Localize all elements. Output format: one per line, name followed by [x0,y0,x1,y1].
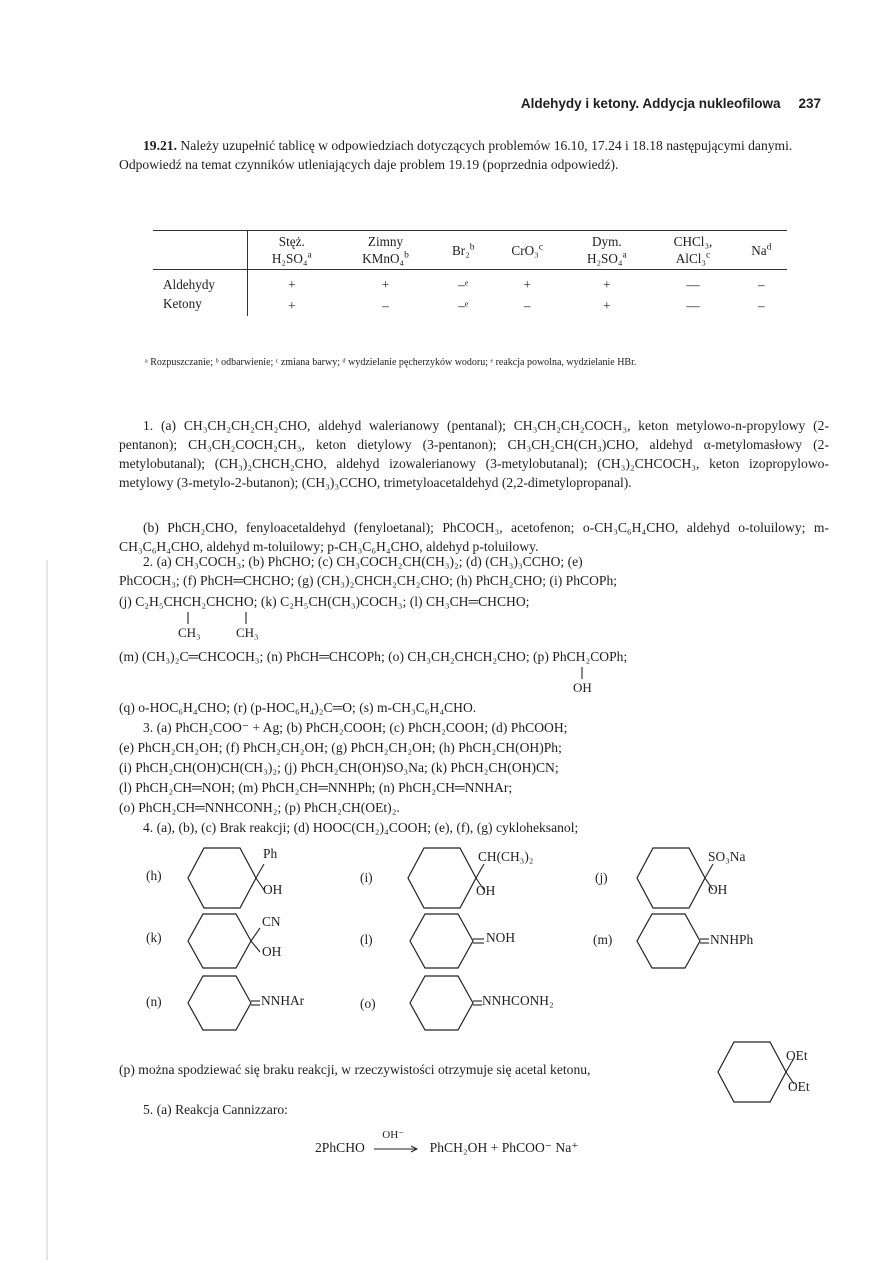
answer-2-line1: 2. (a) CH₃COCH₃; (b) PhCHO; (c) CH₃COCH₂CH(CH₃)₂; (d) (CH₃)₃CCHO; (e) [143,554,583,569]
table-cell: – [758,297,765,313]
substituent-ch3-2: CH₃ [236,625,259,640]
answer-3-line3: (i) PhCH₂CH(OH)CH(CH₃)₂; (j) PhCH₂CH(OH)SO₃Na; (k) PhCH₂CH(OH)CN; [119,760,559,775]
sub-top-j: SO₃Na [708,849,746,864]
label-i: (i) [360,870,373,885]
sub-bottom-k: OH [262,944,282,959]
answer-3-line1: 3. (a) PhCH₂COO⁻ + Ag; (b) PhCH₂COOH; (c) PhCH₂COOH; (d) PhCOOH; [143,720,568,735]
answer-1a: 1. (a) CH₃CH₂CH₂CH₂CHO, aldehyd walerianowy (pentanal); CH₃CH₂CH₂COCH₃, keton metylowo-n-propylowy (2-pentanon); CH₃CH₂COCH₂CH₃, keton dietylowy (3-pentanon); CH₃CH₂CH(CH₃)CHO, aldehyd α-metylomasłowy (2-metylobutanal); (CH₃)₂CHCH₂CHO, aldehyd izowalerianowy (3-metylobutanal); (CH₃)₂CHCOCH₃, keton izopropylowo-metylowy (3-metylo-2-butanon); (CH₃)₃CCHO, trimetyloacetaldehyd (2,2-dimetylopropanal). [119,418,829,490]
reaction-arrow [374,1129,420,1156]
cyclohexane-ring-h [188,846,260,910]
scan-gutter-shadow [46,560,48,1260]
eq-catalyst: OH⁻ [382,1129,404,1141]
label-j: (j) [595,870,608,885]
label-o: (o) [360,996,376,1011]
table-header: Na$^d$ [736,231,787,270]
table-cell: + [603,277,611,292]
answer-2-line5: (q) o-HOC₆H₄CHO; (r) (p-HOC₆H₄)₂C═O; (s) m-CH₃C₆H₄CHO. [119,700,477,715]
answer-3-line2: (e) PhCH₂CH₂OH; (f) PhCH₂CH₂OH; (g) PhCH₂CH₂OH; (h) PhCH₂CH(OH)Ph; [119,740,562,755]
table-cell: – [758,277,765,292]
cyclohexane-ring-j [637,846,709,910]
table-cell: — [686,297,700,313]
problem-body: Należy uzupełnić tablicę w odpowiedziach dotyczących problemów 16.10, 17.24 i 18.18 następującymi danymi. Odpowiedź na temat czynników utleniających daje problem 19.19 (poprzednia odpowiedź). [119,138,793,172]
sub-side-n: NNHAr [261,993,305,1008]
table-cell: – [523,297,531,313]
problem-number: 19.21. [143,138,177,153]
sub-top-p: OEt [786,1048,808,1063]
answer-4-line1: 4. (a), (b), (c) Brak reakcji; (d) HOOC(CH₂)₄COOH; (e), (f), (g) cykloheksanol; [143,820,579,835]
cyclohexane-ring-k [188,912,260,970]
sub-side-o: NNHCONH₂ [482,993,554,1008]
table-cell: –ᵉ [458,277,469,292]
table-cell: — [686,277,700,292]
sub-bottom-i: OH [476,883,496,898]
branch-bonds-j [185,612,265,626]
table-cell: + [381,277,390,292]
sub-top-h: Ph [263,846,278,861]
table-cell: + [523,277,531,292]
label-h: (h) [146,868,162,883]
problem-text [119,136,829,174]
table-cell: + [288,277,296,292]
answer-2-line2: PhCOCH₃; (f) PhCH═CHCHO; (g) (CH₃)₂CHCH₂CH₂CHO; (h) PhCH₂CHO; (i) PhCOPh; [119,573,618,588]
arrow-icon [374,1144,420,1154]
table-cell: + [288,297,296,313]
label-n: (n) [146,994,162,1009]
running-header [521,96,821,111]
table-cell: – [382,297,389,313]
sub-side-m: NNHPh [710,932,754,947]
substituent-ch3-1: CH₃ [178,625,201,640]
header-title: Aldehydy i ketony. Addycja nukleofilowa [520,96,781,111]
cannizzaro-equation [315,1129,735,1156]
table-cell: –ᵉ [458,297,469,313]
sub-bottom-h: OH [263,882,283,897]
table-row [153,294,787,316]
sub-bottom-p: OEt [788,1079,810,1094]
answer-2-line4: (m) (CH₃)₂C═CHCOCH₃; (n) PhCH═CHCOPh; (o) CH₃CH₂CHCH₂CHO; (p) PhCH₂COPh; [119,649,628,664]
label-m: (m) [593,932,613,947]
sub-bottom-j: OH [708,882,728,897]
label-k: (k) [146,930,162,945]
label-l: (l) [360,932,373,947]
table-cell: + [603,297,611,313]
row-label: Ketony [153,294,248,316]
page-number: 237 [798,96,821,111]
table-header: Zimny KMnO₄$^b$ [336,231,436,270]
table-header: Br₂$^b$ [435,231,491,270]
table-header-row [153,231,787,270]
eq-right: PhCH₂OH + PhCOO⁻ Na⁺ [429,1140,579,1155]
table-footnote: ᵃ Rozpuszczanie; ᵇ odbarwienie; ᶜ zmiana barwy; ᵈ wydzielanie pęcherzyków wodoru; ᵉ reakcja powolna, wydzielanie HBr. [145,357,637,368]
answer-3-line5: (o) PhCH₂CH═NNHCONH₂; (p) PhCH₂CH(OEt)₂. [119,800,400,815]
table-header: CrO₃$^c$ [491,231,563,270]
table-header: Dym. H₂SO₄$^a$ [563,231,650,270]
row-label: Aldehydy [153,270,248,295]
answer-1b: (b) PhCH₂CHO, fenyloacetaldehyd (fenyloetanal); PhCOCH₃, acetofenon; o-CH₃C₆H₄CHO, aldehyd o-toluilowy; m-CH₃C₆H₄CHO, aldehyd m-toluilowy; p-CH₃C₆H₄CHO, aldehyd p-toluilowy. [119,520,829,554]
answer-4p-text: (p) można spodziewać się braku reakcji, w rzeczywistości otrzymuje się acetal ketonu, [119,1062,591,1077]
table-corner [153,231,248,270]
reagent-table [153,230,787,316]
sub-side-l: NOH [486,930,516,945]
sub-top-k: CN [262,914,281,929]
branch-bond-o [578,667,588,681]
eq-left: 2PhCHO [315,1140,365,1155]
answer-5: 5. (a) Reakcja Cannizzaro: [143,1102,288,1117]
substituent-oh: OH [573,680,592,695]
table-header: CHCl₃, AlCl₃$^c$ [650,231,735,270]
answer-2-line3: (j) C₂H₅CHCH₂CHCHO; (k) C₂H₅CH(CH₃)COCH₃; (l) CH₃CH═CHCHO; [119,594,530,609]
table-row [153,270,787,295]
table-header: Stęż. H₂SO₄$^a$ [248,231,336,270]
answer-3-line4: (l) PhCH₂CH═NOH; (m) PhCH₂CH═NNHPh; (n) PhCH₂CH═NNHAr; [119,780,513,795]
cyclohexane-ring-i [408,846,480,910]
sub-top-i: CH(CH₃)₂ [478,849,534,864]
